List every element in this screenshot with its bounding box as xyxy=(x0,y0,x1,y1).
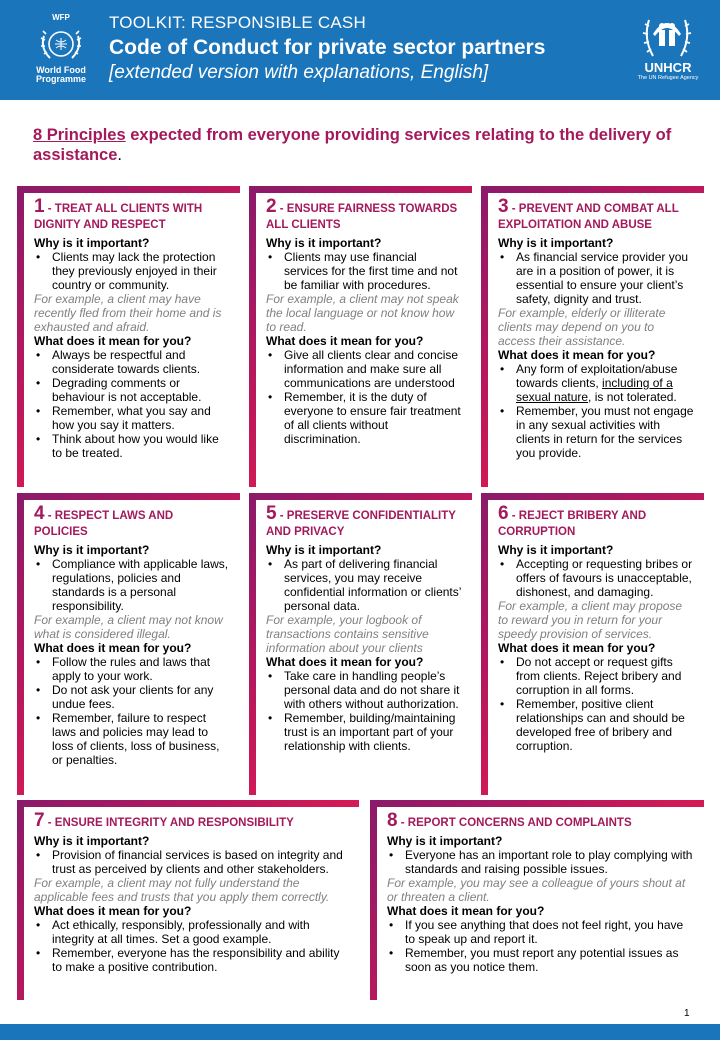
list-item: • Degrading comments or behaviour is not acceptable. xyxy=(34,376,230,404)
means-heading: What does it mean for you? xyxy=(387,904,545,918)
principle-heading: - ENSURE FAIRNESS TOWARDS ALL CLIENTS xyxy=(266,203,458,231)
card-body xyxy=(488,193,704,487)
principle-card-8 xyxy=(370,800,704,1000)
card-body xyxy=(24,807,359,1000)
list-item xyxy=(498,362,694,404)
list-item: • As part of delivering financial services, you may receive confidential information or clients’ personal data. xyxy=(266,557,462,613)
example-text: For example, a client may not speak the local language or not know how to read. xyxy=(266,292,459,334)
card-body xyxy=(256,193,472,487)
card-body xyxy=(377,807,704,1000)
list-item: • Remember, it is the duty of everyone to ensure fair treatment of all clients without discrimination. xyxy=(266,390,462,446)
principle-title xyxy=(387,810,694,831)
example-text: For example, your logbook of transactions contains sensitive information about your clients xyxy=(266,613,429,655)
example-text: For example, a client may have recently fled from their home and is exhausted and afraid. xyxy=(34,292,222,334)
unhcr-tagline: The UN Refugee Agency xyxy=(637,75,699,81)
why-heading: Why is it important? xyxy=(387,834,503,848)
list-item: • Remember, building/maintaining trust is an important part of your relationship with clients. xyxy=(266,711,462,753)
wfp-name xyxy=(26,66,96,84)
intro-statement xyxy=(33,125,693,165)
means-list xyxy=(498,362,694,460)
wfp-name-line2: Programme xyxy=(35,74,87,84)
principle-card-3 xyxy=(481,186,704,487)
list-item: • Everyone has an important role to play complying with standards and raising possible issues. xyxy=(387,848,694,876)
intro-lead: 8 Principles xyxy=(33,126,126,144)
list-item: • Follow the rules and laws that apply to your work. xyxy=(34,655,230,683)
list-item: • Give all clients clear and concise information and make sure all communications are understood xyxy=(266,348,462,390)
principle-heading: - TREAT ALL CLIENTS WITH DIGNITY AND RESPECT xyxy=(34,203,203,231)
list-item: • Remember, everyone has the responsibility and ability to make a positive contribution. xyxy=(34,946,349,974)
principle-number: 6 xyxy=(498,503,509,524)
principle-number: 4 xyxy=(34,503,45,524)
list-item: • Provision of financial services is based on integrity and trust as perceived by clients and other stakeholders. xyxy=(34,848,349,876)
list-item: • Do not accept or request gifts from clients. Reject bribery and corruption in all forms. xyxy=(498,655,694,697)
principle-card-4 xyxy=(17,493,240,795)
principle-heading: - REPORT CONCERNS AND COMPLAINTS xyxy=(397,817,632,829)
principle-title xyxy=(498,196,694,233)
why-list xyxy=(266,557,462,613)
list-item: • Remember, positive client relationships can and should be developed free of bribery and corruption. xyxy=(498,697,694,753)
means-heading: What does it mean for you? xyxy=(34,334,192,348)
list-item: • As financial service provider you are in a position of power, it is essential to ensure your client’s safety, dignity and trust. xyxy=(498,250,694,306)
why-heading: Why is it important? xyxy=(498,236,614,250)
means-heading: What does it mean for you? xyxy=(498,348,656,362)
example-text: For example, a client may not fully understand the applicable fees and trusts that you apply them correctly. xyxy=(34,876,330,904)
toolkit-kicker: TOOLKIT: RESPONSIBLE CASH xyxy=(109,13,366,32)
principle-card-6 xyxy=(481,493,704,795)
principle-number: 3 xyxy=(498,196,509,217)
list-item: • Remember, you must report any potential issues as soon as you notice them. xyxy=(387,946,694,974)
why-heading: Why is it important? xyxy=(266,543,382,557)
list-item: • Remember, what you say and how you say it matters. xyxy=(34,404,230,432)
unhcr-logo xyxy=(639,14,695,60)
principle-heading: - REJECT BRIBERY AND CORRUPTION xyxy=(498,510,647,538)
means-heading: What does it mean for you? xyxy=(498,641,656,655)
principle-title xyxy=(34,196,230,233)
means-list xyxy=(34,918,349,974)
principle-title xyxy=(498,503,694,540)
principle-number: 8 xyxy=(387,810,398,831)
underlined-phrase: including of a sexual nature xyxy=(516,376,673,404)
why-list xyxy=(498,250,694,306)
list-item: • Think about how you would like to be treated. xyxy=(34,432,230,460)
principle-heading: - RESPECT LAWS AND POLICIES xyxy=(34,510,174,538)
principle-title xyxy=(266,196,462,233)
intro-end: . xyxy=(117,146,122,164)
intro-text: expected from everyone providing services relating to the delivery of assistance xyxy=(33,126,672,164)
list-item-text: , is not tolerated. xyxy=(588,390,677,404)
list-item: • Accepting or requesting bribes or offers of favours is unacceptable, dishonest, and damaging. xyxy=(498,557,694,599)
wfp-name-line1: World Food xyxy=(36,65,86,75)
example-text: For example, elderly or illiterate clients may depend on you to access their assistance. xyxy=(498,306,666,348)
principle-card-2 xyxy=(249,186,472,487)
why-list xyxy=(387,848,694,876)
principle-number: 5 xyxy=(266,503,277,524)
card-body xyxy=(24,193,240,487)
list-item: • Compliance with applicable laws, regulations, policies and standards is a personal responsibility. xyxy=(34,557,230,613)
unhcr-name: UNHCR xyxy=(644,60,692,75)
means-heading: What does it mean for you? xyxy=(34,641,192,655)
why-heading: Why is it important? xyxy=(34,236,150,250)
list-item: • Act ethically, responsibly, professionally and with integrity at all times. Set a good example. xyxy=(34,918,349,946)
means-list xyxy=(34,348,230,460)
list-item: • Clients may use financial services for the first time and not be familiar with procedures. xyxy=(266,250,462,292)
footer-bar xyxy=(0,1024,720,1040)
principle-title xyxy=(34,810,349,831)
principle-heading: - PRESERVE CONFIDENTIALITY AND PRIVACY xyxy=(266,510,456,538)
means-heading: What does it mean for you? xyxy=(34,904,192,918)
why-heading: Why is it important? xyxy=(34,834,150,848)
principle-card-5 xyxy=(249,493,472,795)
example-text: For example, you may see a colleague of yours shout at or threaten a client. xyxy=(387,876,686,904)
card-body xyxy=(488,500,704,795)
example-text: For example, a client may propose to reward you in return for your speedy provision of services. xyxy=(498,599,683,641)
list-item: • Clients may lack the protection they previously enjoyed in their country or community. xyxy=(34,250,230,292)
document-title: Code of Conduct for private sector partners xyxy=(109,36,546,59)
why-list xyxy=(266,250,462,292)
why-heading: Why is it important? xyxy=(498,543,614,557)
list-item: • Remember, failure to respect laws and policies may lead to loss of clients, loss of business, or penalties. xyxy=(34,711,230,767)
means-list xyxy=(266,348,462,446)
means-list xyxy=(34,655,230,767)
card-body xyxy=(24,500,240,795)
principle-number: 2 xyxy=(266,196,277,217)
principle-title xyxy=(34,503,230,540)
list-item: • Take care in handling people’s personal data and do not share it with others without authorization. xyxy=(266,669,462,711)
list-item: • If you see anything that does not feel right, you have to speak up and report it. xyxy=(387,918,694,946)
principle-heading: - PREVENT AND COMBAT ALL EXPLOITATION AND ABUSE xyxy=(498,203,679,231)
page-number: 1 xyxy=(684,1008,690,1019)
principle-card-7 xyxy=(17,800,359,1000)
list-item-text: Any form of exploitation/abuse towards clients, xyxy=(516,362,678,390)
why-list xyxy=(498,557,694,599)
wfp-acronym: WFP xyxy=(52,13,70,22)
principle-number: 7 xyxy=(34,810,45,831)
means-heading: What does it mean for you? xyxy=(266,655,424,669)
example-text: For example, a client may not know what is considered illegal. xyxy=(34,613,223,641)
means-list xyxy=(266,669,462,753)
page-header xyxy=(0,0,720,100)
why-heading: Why is it important? xyxy=(266,236,382,250)
principle-number: 1 xyxy=(34,196,45,217)
means-heading: What does it mean for you? xyxy=(266,334,424,348)
list-item: • Remember, you must not engage in any sexual activities with clients in return for the services you provide. xyxy=(498,404,694,460)
principle-title xyxy=(266,503,462,540)
list-item: • Do not ask your clients for any undue fees. xyxy=(34,683,230,711)
principle-heading: - ENSURE INTEGRITY AND RESPONSIBILITY xyxy=(44,817,294,829)
why-list xyxy=(34,848,349,876)
card-body xyxy=(256,500,472,795)
why-heading: Why is it important? xyxy=(34,543,150,557)
document-subtitle: [extended version with explanations, English] xyxy=(109,62,489,83)
list-item: • Always be respectful and considerate towards clients. xyxy=(34,348,230,376)
why-list xyxy=(34,250,230,292)
means-list xyxy=(498,655,694,753)
why-list xyxy=(34,557,230,613)
principle-card-1 xyxy=(17,186,240,487)
means-list xyxy=(387,918,694,974)
